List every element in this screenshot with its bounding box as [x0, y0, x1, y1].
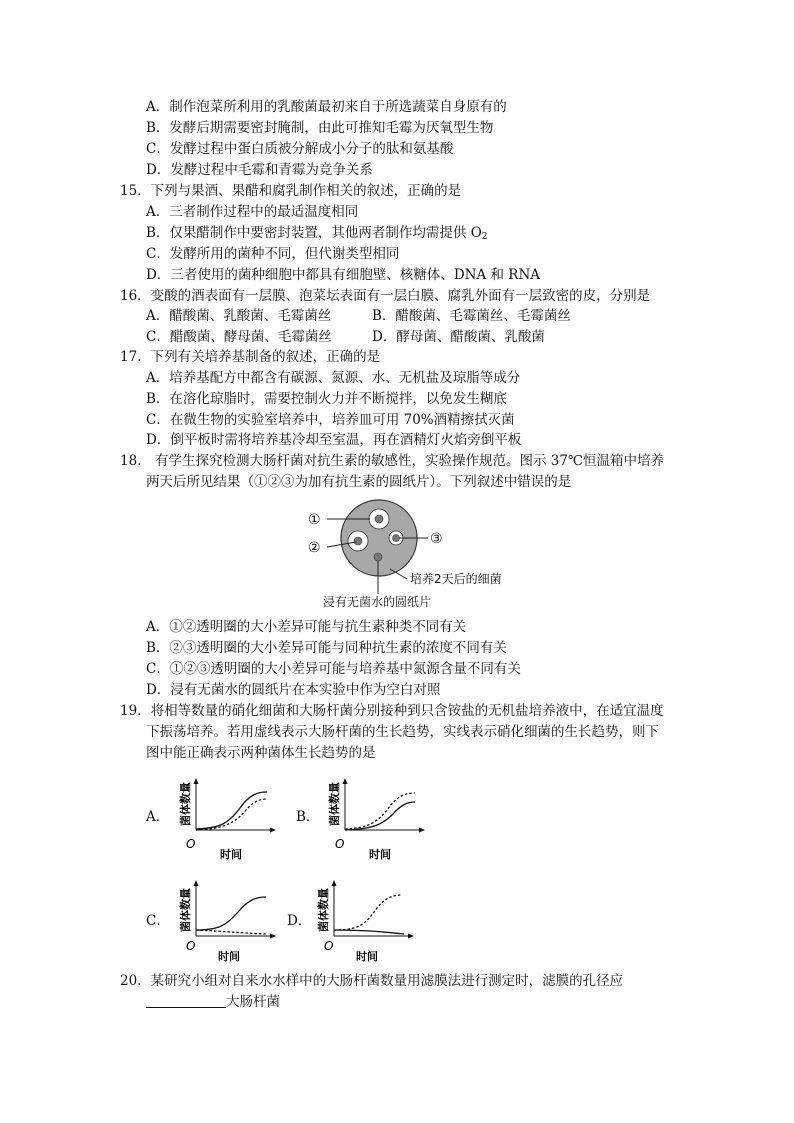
- q20-answer-line: [146, 993, 280, 1011]
- graph-c-dashed-curve: [196, 930, 266, 934]
- graph-c-xlabel: 时间: [218, 950, 240, 963]
- graph-a-xlabel: 时间: [220, 848, 242, 861]
- q18-option-a: A．①②透明圈的大小差异可能与抗生素种类不同有关: [146, 619, 467, 635]
- disc-1: [375, 515, 383, 523]
- graph-d-dashed-curve: [334, 895, 402, 930]
- graph-a-ylabel: 菌体数量: [179, 782, 192, 826]
- graph-a-solid-curve: [196, 792, 267, 829]
- q16-stem: 16．变酸的酒表面有一层膜、泡菜坛表面有一层白膜、腐乳外面有一层致密的皮，分别是: [120, 288, 651, 304]
- q18-option-d: D．浸有无菌水的圆纸片在本实验中作为空白对照: [146, 682, 441, 698]
- graph-c-origin: O: [186, 939, 196, 953]
- disc-3: [393, 535, 400, 542]
- q20-answer-tail: 大肠杆菌: [226, 994, 280, 1010]
- q19-stem-line3: 图中能正确表示两种菌体生长趋势的是: [146, 745, 376, 761]
- graph-b-ylabel: 菌体数量: [328, 782, 341, 826]
- q15-option-a: A．三者制作过程中的最适温度相同: [146, 204, 359, 220]
- q14-option-d: D．发酵过程中毛霉和青霉为竞争关系: [146, 162, 373, 178]
- q15-option-b-text: B．仅果醋制作中要密封装置，其他两者制作均需提供 O: [146, 225, 482, 241]
- q15-stem: 15．下列与果酒、果醋和腐乳制作相关的叙述，正确的是: [120, 183, 462, 199]
- graph-d-origin: O: [324, 939, 334, 953]
- label-water-disc: 浸有无菌水的圆纸片: [323, 595, 432, 609]
- label-2: ②: [308, 540, 321, 556]
- graph-d-label: D．: [287, 913, 312, 929]
- label-3: ③: [430, 531, 443, 547]
- q16-option-b: B．醋酸菌、毛霉菌丝、毛霉菌丝: [372, 308, 571, 324]
- q15-option-b: [146, 224, 488, 246]
- q20-answer-blank[interactable]: [146, 993, 226, 1008]
- q15-option-c: C．发酵所用的菌种不同，但代谢类型相同: [146, 246, 400, 262]
- graph-d-ylabel: 菌体数量: [317, 888, 330, 932]
- disc-2: [354, 537, 362, 545]
- control-disc: [374, 553, 382, 561]
- q17-option-d: D．倒平板时需将培养基冷却至室温，再在酒精灯火焰旁倒平板: [146, 432, 522, 448]
- graph-b: [319, 774, 429, 866]
- label-1: ①: [308, 512, 321, 528]
- q17-option-c: C．在微生物的实验室培养中，培养皿可用 70%酒精擦拭灭菌: [146, 412, 515, 428]
- graph-c-ylabel: 菌体数量: [179, 888, 192, 932]
- q15-option-b-subscript: 2: [481, 232, 488, 242]
- graph-a-dashed-curve: [196, 799, 267, 830]
- graph-b-label: B．: [296, 809, 320, 825]
- petri-dish-figure: [300, 498, 510, 612]
- graph-b-origin: O: [335, 837, 345, 851]
- q19-stem-line1: 19．将相等数量的硝化细菌和大肠杆菌分别接种到只含铵盐的无机盐培养液中，在适宜温度: [120, 703, 664, 719]
- graph-d-xlabel: 时间: [356, 950, 378, 963]
- q14-option-c: C．发酵过程中蛋白质被分解成小分子的肽和氨基酸: [146, 141, 454, 157]
- graph-a-origin: O: [186, 837, 196, 851]
- q18-option-c: C．①②③透明圈的大小差异可能与培养基中氮源含量不同有关: [146, 661, 521, 677]
- q16-option-c: C．醋酸菌、酵母菌、毛霉菌丝: [146, 329, 332, 345]
- q14-option-b: B．发酵后期需要密封腌制，由此可推知毛霉为厌氧型生物: [146, 120, 494, 136]
- q18-option-b: B．②③透明圈的大小差异可能与同种抗生素的浓度不同有关: [146, 640, 507, 656]
- graph-c: [170, 876, 280, 968]
- q19-stem-line2: 下振荡培养。若用虚线表示大肠杆菌的生长趋势，实线表示硝化细菌的生长趋势，则下: [146, 724, 659, 740]
- q16-option-a: A．醋酸菌、乳酸菌、毛霉菌丝: [146, 308, 332, 324]
- graph-a: [170, 774, 280, 866]
- graph-b-xlabel: 时间: [369, 848, 391, 861]
- q18-stem-line1: 18． 有学生探究检测大肠杆菌对抗生素的敏感性，实验操作规范。图示 37℃恒温箱中培养: [120, 453, 665, 469]
- q14-option-a: A．制作泡菜所利用的乳酸菌最初来自于所选蔬菜自身原有的: [146, 99, 507, 115]
- q17-stem: 17．下列有关培养基制备的叙述，正确的是: [120, 349, 381, 365]
- graph-c-solid-curve: [196, 897, 266, 930]
- q17-option-a: A．培养基配方中都含有碳源、氮源、水、无机盐及琼脂等成分: [146, 370, 521, 386]
- graph-a-label: A．: [146, 809, 170, 825]
- graph-d: [308, 876, 418, 968]
- graph-d-solid-curve: [334, 930, 404, 934]
- graph-c-label: C．: [146, 913, 170, 929]
- q20-stem: 20．某研究小组对自来水水样中的大肠杆菌数量用滤膜法进行测定时，滤膜的孔径应: [120, 973, 624, 989]
- q18-stem-line2: 两天后所见结果（①②③为加有抗生素的圆纸片）。下列叙述中错误的是: [146, 474, 572, 490]
- label-bacteria: 培养2天后的细菌: [410, 572, 502, 586]
- graph-b-solid-curve: [345, 802, 415, 830]
- q16-option-d: D．酵母菌、醋酸菌、乳酸菌: [372, 329, 545, 345]
- q15-option-d: D．三者使用的菌种细胞中都具有细胞壁、核糖体、DNA 和 RNA: [146, 267, 541, 283]
- q17-option-b: B．在溶化琼脂时，需要控制火力并不断搅拌，以免发生糊底: [146, 391, 507, 407]
